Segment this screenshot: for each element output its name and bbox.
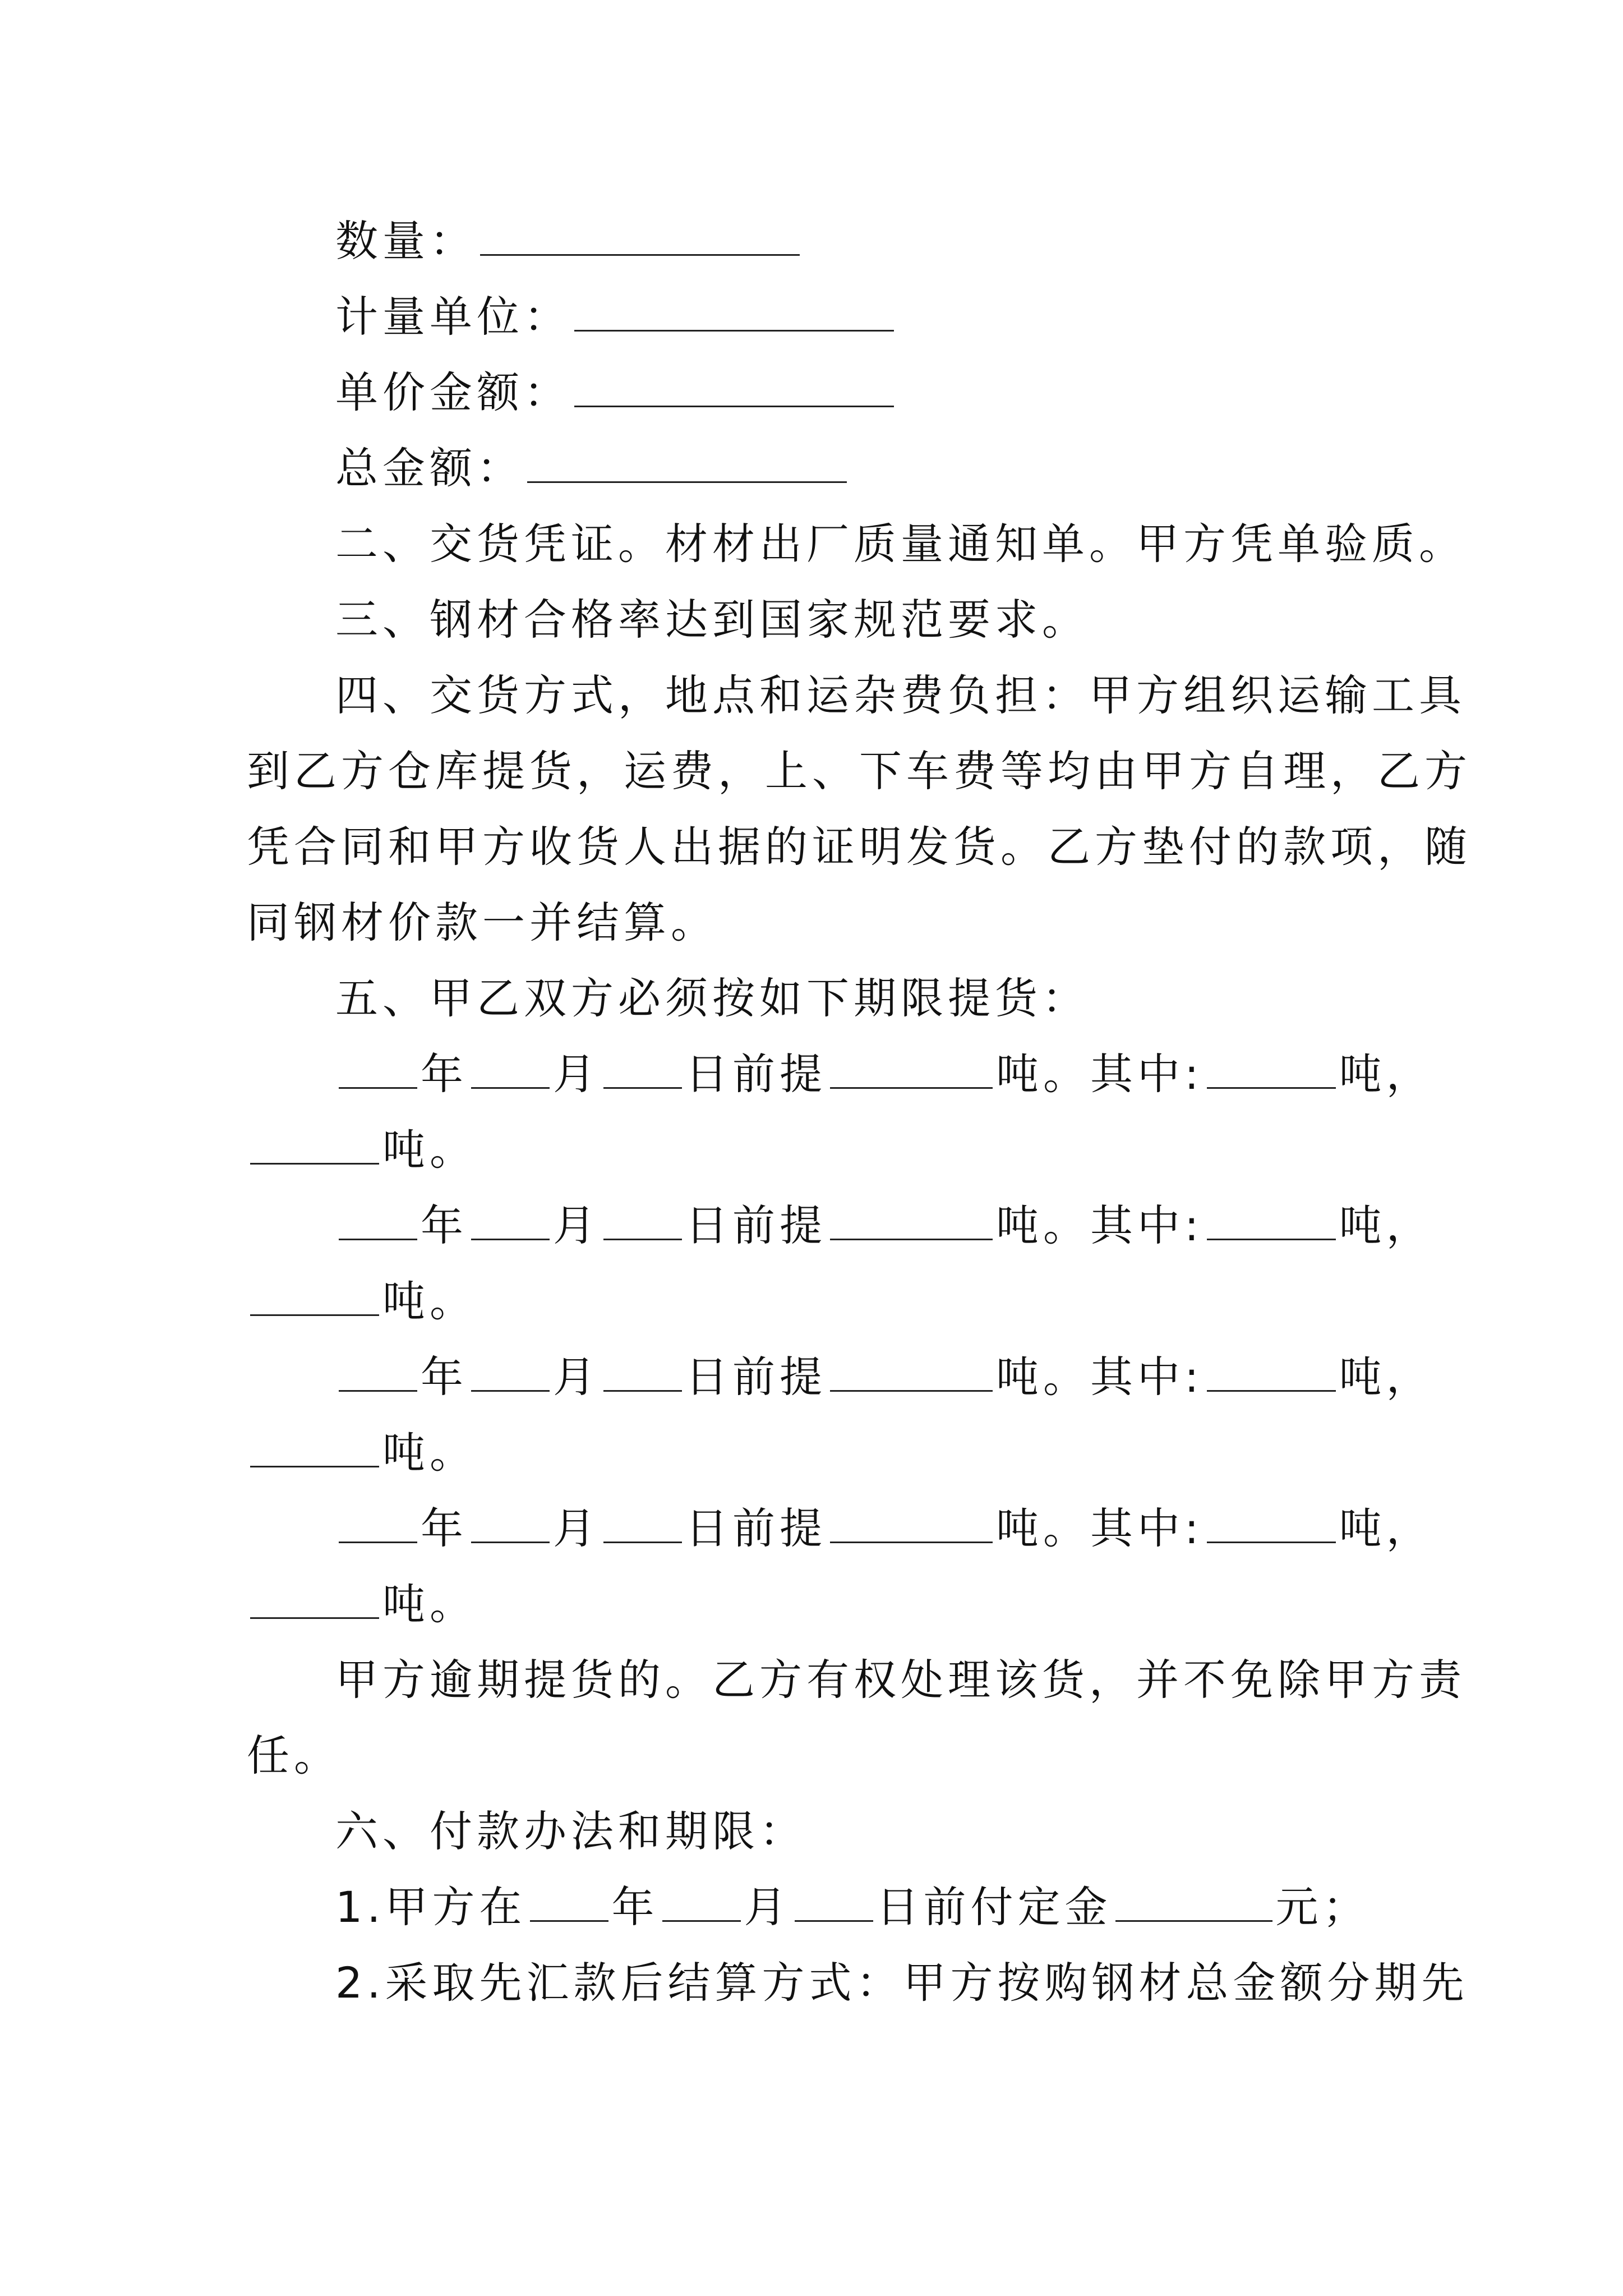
month-blank xyxy=(471,1355,550,1392)
payment-item-2: 2.采取先汇款后结算方式：甲方按购钢材总金额分期先 xyxy=(335,1958,1469,2008)
unit-blank xyxy=(574,295,894,332)
month-label: 月 xyxy=(553,1352,600,1402)
unit-field xyxy=(335,289,897,345)
tons-of-label: 吨。其中: xyxy=(996,1200,1204,1250)
tons-part-blank xyxy=(250,1431,379,1467)
total-field xyxy=(335,440,850,496)
day-blank xyxy=(603,1052,682,1089)
tons-blank xyxy=(830,1204,993,1240)
year-label: 年 xyxy=(611,1882,659,1932)
clause-4-line-2: 到乙方仓库提货，运费，上、下车费等均由甲方自理，乙方 xyxy=(247,746,1472,796)
day-label: 日前提 xyxy=(685,1503,827,1553)
tons-part-blank xyxy=(1207,1507,1336,1543)
unit-price-label: 单价金额： xyxy=(335,367,571,417)
tons-part-blank xyxy=(1207,1052,1336,1089)
tons-part-blank xyxy=(1207,1355,1336,1392)
unit-label: 计量单位： xyxy=(335,292,571,342)
tons-blank xyxy=(830,1355,993,1392)
year-blank xyxy=(339,1507,417,1543)
day-blank xyxy=(603,1355,682,1392)
clause-4-line-1: 四、交货方式，地点和运杂费负担：甲方组织运输工具 xyxy=(335,670,1466,720)
quantity-field xyxy=(335,213,803,269)
tons-end-label: 吨。 xyxy=(382,1579,477,1629)
tons-of-label: 吨。其中: xyxy=(996,1352,1204,1402)
yuan-label: 元； xyxy=(1275,1882,1370,1932)
tons-part-blank xyxy=(250,1128,379,1165)
clause-3: 三、钢材合格率达到国家规范要求。 xyxy=(335,595,1089,645)
payment-item-1 xyxy=(335,1879,1370,1935)
clause-5: 五、甲乙双方必须按如下期限提货： xyxy=(335,973,1089,1023)
pickup-row-cont xyxy=(247,1576,477,1632)
pickup-row-cont xyxy=(247,1273,477,1329)
month-label: 月 xyxy=(553,1049,600,1099)
pickup-row-cont xyxy=(247,1122,477,1178)
tons-label: 吨， xyxy=(1339,1503,1433,1553)
pickup-row xyxy=(335,1349,1433,1405)
tons-end-label: 吨。 xyxy=(382,1276,477,1326)
month-label: 月 xyxy=(744,1882,791,1932)
year-blank xyxy=(530,1885,608,1922)
day-label: 日前提 xyxy=(685,1049,827,1099)
total-blank xyxy=(527,447,847,483)
tons-blank xyxy=(830,1507,993,1543)
year-label: 年 xyxy=(421,1503,468,1553)
tons-of-label: 吨。其中: xyxy=(996,1503,1204,1553)
year-blank xyxy=(339,1355,417,1392)
tons-part-blank xyxy=(250,1582,379,1619)
payment-1-label: 1.甲方在 xyxy=(335,1882,527,1932)
month-blank xyxy=(471,1052,550,1089)
clause-4-line-4: 同钢材价款一并结算。 xyxy=(247,898,718,947)
year-label: 年 xyxy=(421,1049,468,1099)
tons-label: 吨， xyxy=(1339,1049,1433,1099)
deposit-amount-blank xyxy=(1115,1885,1272,1922)
day-blank xyxy=(603,1507,682,1543)
unit-price-field xyxy=(335,365,897,421)
clause-6: 六、付款办法和期限： xyxy=(335,1806,806,1856)
month-blank xyxy=(662,1885,741,1922)
pickup-row-cont xyxy=(247,1425,477,1481)
quantity-label: 数量： xyxy=(335,216,477,266)
pickup-row xyxy=(335,1198,1433,1254)
day-blank xyxy=(795,1885,873,1922)
unit-price-blank xyxy=(574,371,894,407)
month-label: 月 xyxy=(553,1503,600,1553)
late-pickup-line-1: 甲方逾期提货的。乙方有权处理该货，并不免除甲方责 xyxy=(335,1655,1466,1705)
deposit-label: 日前付定金 xyxy=(876,1882,1112,1932)
day-blank xyxy=(603,1204,682,1240)
day-label: 日前提 xyxy=(685,1200,827,1250)
year-blank xyxy=(339,1204,417,1240)
quantity-blank xyxy=(480,219,800,256)
tons-part-blank xyxy=(250,1280,379,1316)
clause-4-line-3: 凭合同和甲方收货人出据的证明发货。乙方垫付的款项，随 xyxy=(247,822,1472,872)
month-blank xyxy=(471,1507,550,1543)
pickup-row xyxy=(335,1046,1433,1102)
year-blank xyxy=(339,1052,417,1089)
total-label: 总金额： xyxy=(335,443,524,493)
late-pickup-line-2: 任。 xyxy=(247,1731,341,1780)
tons-of-label: 吨。其中: xyxy=(996,1049,1204,1099)
tons-part-blank xyxy=(1207,1204,1336,1240)
month-blank xyxy=(471,1204,550,1240)
tons-blank xyxy=(830,1052,993,1089)
pickup-row xyxy=(335,1501,1433,1557)
year-label: 年 xyxy=(421,1200,468,1250)
day-label: 日前提 xyxy=(685,1352,827,1402)
tons-end-label: 吨。 xyxy=(382,1125,477,1175)
tons-label: 吨， xyxy=(1339,1200,1433,1250)
month-label: 月 xyxy=(553,1200,600,1250)
tons-end-label: 吨。 xyxy=(382,1428,477,1478)
clause-2: 二、交货凭证。材材出厂质量通知单。甲方凭单验质。 xyxy=(335,519,1466,569)
tons-label: 吨， xyxy=(1339,1352,1433,1402)
year-label: 年 xyxy=(421,1352,468,1402)
